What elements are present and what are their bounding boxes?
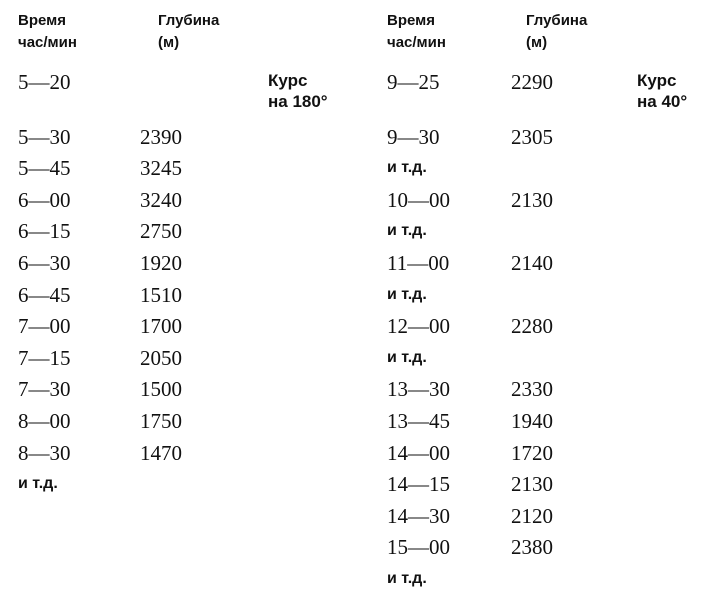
time-cell: 8—30 xyxy=(18,440,71,465)
time-cell: 13—45 xyxy=(387,408,450,433)
header-depth-line1: Глубина xyxy=(158,12,220,29)
time-cell: 7—00 xyxy=(18,314,71,339)
depth-cell: 3245 xyxy=(140,156,182,181)
time-cell: 14—30 xyxy=(387,503,450,528)
time-cell: 7—15 xyxy=(18,345,71,370)
depth-cell: 1920 xyxy=(140,250,182,275)
etc-label: и т.д. xyxy=(18,475,58,493)
time-cell: 7—30 xyxy=(18,377,71,402)
time-cell: 6—00 xyxy=(18,187,71,212)
depth-cell: 2050 xyxy=(140,345,182,370)
depth-cell: 1500 xyxy=(140,377,182,402)
depth-cell: 2120 xyxy=(511,503,553,528)
header-depth-line2: (м) xyxy=(526,34,548,51)
depth-cell: 2130 xyxy=(511,472,553,497)
time-cell: 14—00 xyxy=(387,440,450,465)
etc-label: и т.д. xyxy=(387,222,427,240)
time-cell: 6—15 xyxy=(18,219,71,244)
time-cell: 13—30 xyxy=(387,377,450,402)
time-cell: 5—20 xyxy=(18,70,71,94)
depth-cell: 1700 xyxy=(140,314,182,339)
etc-label: и т.д. xyxy=(387,348,427,366)
time-cell: 6—45 xyxy=(18,282,71,307)
header-depth-line2: (м) xyxy=(158,34,180,51)
time-cell: 9—25 xyxy=(387,70,440,94)
time-cell: 5—45 xyxy=(18,156,71,181)
header-depth xyxy=(158,10,219,54)
course-note xyxy=(637,70,687,112)
etc-label: и т.д. xyxy=(387,569,427,587)
etc-label: и т.д. xyxy=(387,285,427,303)
course-line1: Курс xyxy=(268,71,308,90)
header-time-line2: час/мин xyxy=(18,34,77,51)
time-cell: 6—30 xyxy=(18,250,71,275)
header-depth-line1: Глубина xyxy=(526,12,588,29)
time-cell: 9—30 xyxy=(387,124,440,149)
header-time-line1: Время xyxy=(18,12,66,29)
course-line2: на 180° xyxy=(268,92,328,111)
depth-cell: 2305 xyxy=(511,124,553,149)
depth-cell: 1940 xyxy=(511,408,553,433)
depth-cell: 2380 xyxy=(511,535,553,560)
depth-cell: 2140 xyxy=(511,250,553,275)
time-cell: 10—00 xyxy=(387,187,450,212)
time-cell: 15—00 xyxy=(387,535,450,560)
course-note xyxy=(268,70,328,112)
depth-cell: 2750 xyxy=(140,219,182,244)
depth-cell: 2280 xyxy=(511,314,553,339)
depth-cell: 1750 xyxy=(140,408,182,433)
time-cell: 11—00 xyxy=(387,250,450,275)
course-line2: на 40° xyxy=(637,92,688,111)
time-cell: 14—15 xyxy=(387,472,450,497)
time-cell: 5—30 xyxy=(18,124,71,149)
header-time xyxy=(18,10,77,54)
header-time xyxy=(387,10,446,54)
depth-cell: 1470 xyxy=(140,440,182,465)
depth-cell: 2390 xyxy=(140,124,182,149)
time-cell: 8—00 xyxy=(18,408,71,433)
header-depth xyxy=(526,10,587,54)
depth-cell: 1510 xyxy=(140,282,182,307)
header-time-line1: Время xyxy=(387,12,435,29)
depth-cell: 1720 xyxy=(511,440,553,465)
etc-label: и т.д. xyxy=(387,159,427,177)
course-line1: Курс xyxy=(637,71,677,90)
depth-cell: 2290 xyxy=(511,70,553,94)
depth-cell: 2330 xyxy=(511,377,553,402)
depth-cell: 2130 xyxy=(511,187,553,212)
header-time-line2: час/мин xyxy=(387,34,446,51)
depth-cell: 3240 xyxy=(140,187,182,212)
time-cell: 12—00 xyxy=(387,314,450,339)
